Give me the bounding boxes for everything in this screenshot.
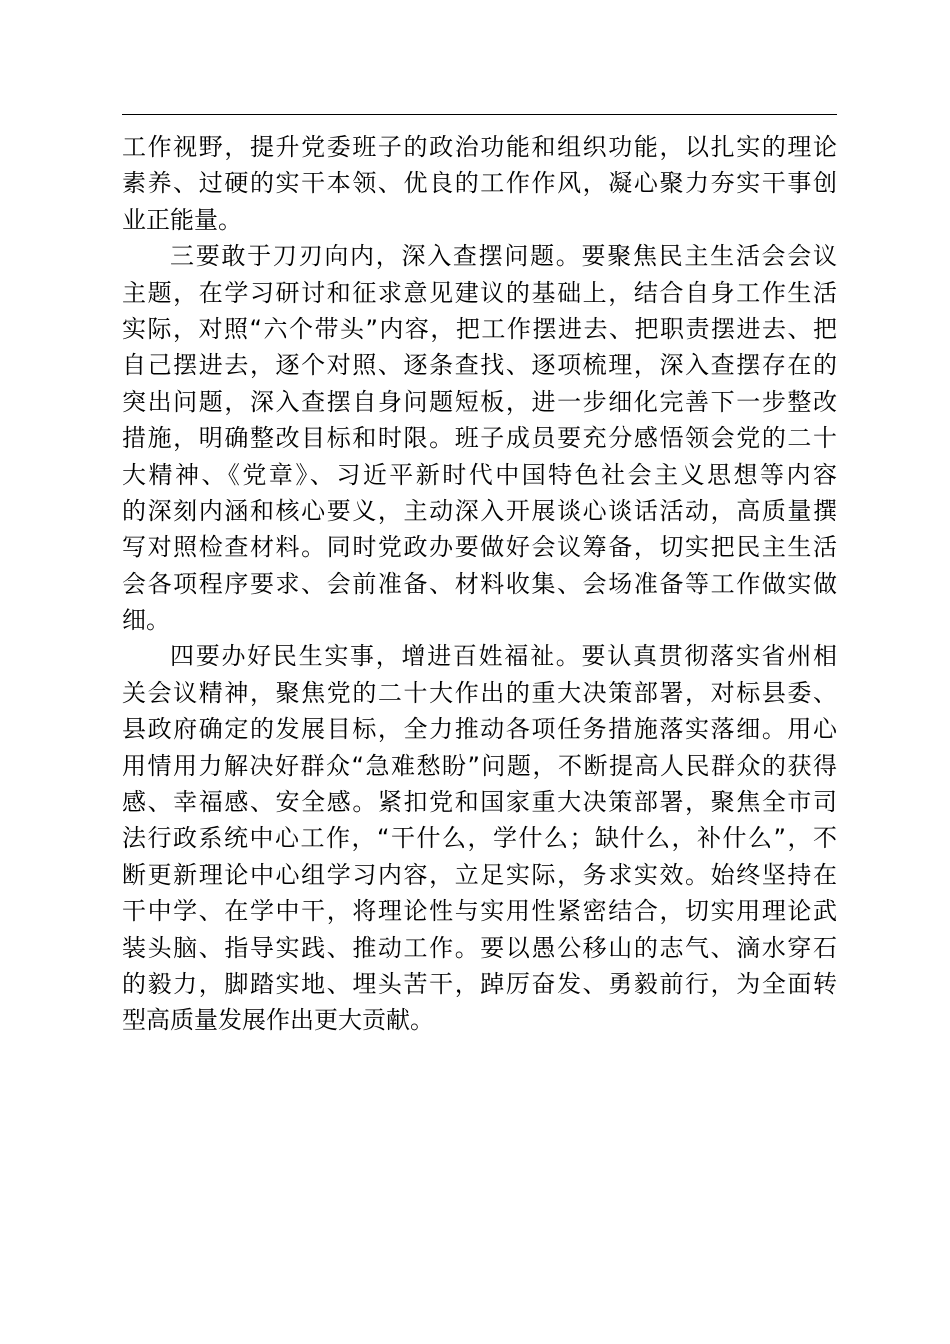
text-line: 县政府确定的发展目标，全力推动各项任务措施落实落细。用心: [122, 715, 837, 744]
text-line: 细。: [122, 606, 170, 635]
text-line: 主题，在学习研讨和征求意见建议的基础上，结合自身工作生活: [122, 278, 837, 307]
header-rule: [122, 114, 837, 115]
text-line: 会各项程序要求、会前准备、材料收集、会场准备等工作做实做: [122, 569, 837, 598]
text-line: 三要敢于刀刃向内，深入查摆问题。要聚焦民主生活会会议: [170, 242, 837, 271]
text-line: 干中学、在学中干，将理论性与实用性紧密结合，切实用理论武: [122, 897, 837, 926]
text-line: 关会议精神，聚焦党的二十大作出的重大决策部署，对标县委、: [122, 678, 837, 707]
text-line: 大精神、《党章》、习近平新时代中国特色社会主义思想等内容: [122, 460, 837, 489]
text-line: 的深刻内涵和核心要义，主动深入开展谈心谈话活动，高质量撰: [122, 496, 837, 525]
text-line: 业正能量。: [122, 205, 242, 234]
text-line: 自己摆进去，逐个对照、逐条查找、逐项梳理，深入查摆存在的: [122, 351, 837, 380]
text-line: 装头脑、指导实践、推动工作。要以愚公移山的志气、滴水穿石: [122, 933, 837, 962]
text-line: 四要办好民生实事，增进百姓福祉。要认真贯彻落实省州相: [170, 642, 837, 671]
text-line: 法行政系统中心工作，“干什么，学什么；缺什么，补什么”，不: [122, 824, 837, 853]
text-line: 型高质量发展作出更大贡献。: [122, 1006, 434, 1035]
text-line: 写对照检查材料。同时党政办要做好会议筹备，切实把民主生活: [122, 533, 837, 562]
text-line: 断更新理论中心组学习内容，立足实际，务求实效。始终坚持在: [122, 860, 837, 889]
paragraph: [122, 129, 837, 238]
text-line: 实际，对照“六个带头”内容，把工作摆进去、把职责摆进去、把: [122, 314, 837, 343]
text-line: 措施，明确整改目标和时限。班子成员要充分感悟领会党的二十: [122, 424, 837, 453]
text-line: 突出问题，深入查摆自身问题短板，进一步细化完善下一步整改: [122, 387, 837, 416]
text-line: 素养、过硬的实干本领、优良的工作作风，凝心聚力夯实干事创: [122, 169, 837, 198]
text-line: 的毅力，脚踏实地、埋头苦干，踔厉奋发、勇毅前行，为全面转: [122, 969, 837, 998]
paragraph: [122, 638, 837, 1038]
paragraph: [122, 238, 837, 638]
document-body: [122, 129, 837, 1039]
text-line: 用情用力解决好群众“急难愁盼”问题，不断提高人民群众的获得: [122, 751, 837, 780]
text-line: 感、幸福感、安全感。紧扣党和国家重大决策部署，聚焦全市司: [122, 788, 837, 817]
text-line: 工作视野，提升党委班子的政治功能和组织功能，以扎实的理论: [122, 133, 837, 161]
